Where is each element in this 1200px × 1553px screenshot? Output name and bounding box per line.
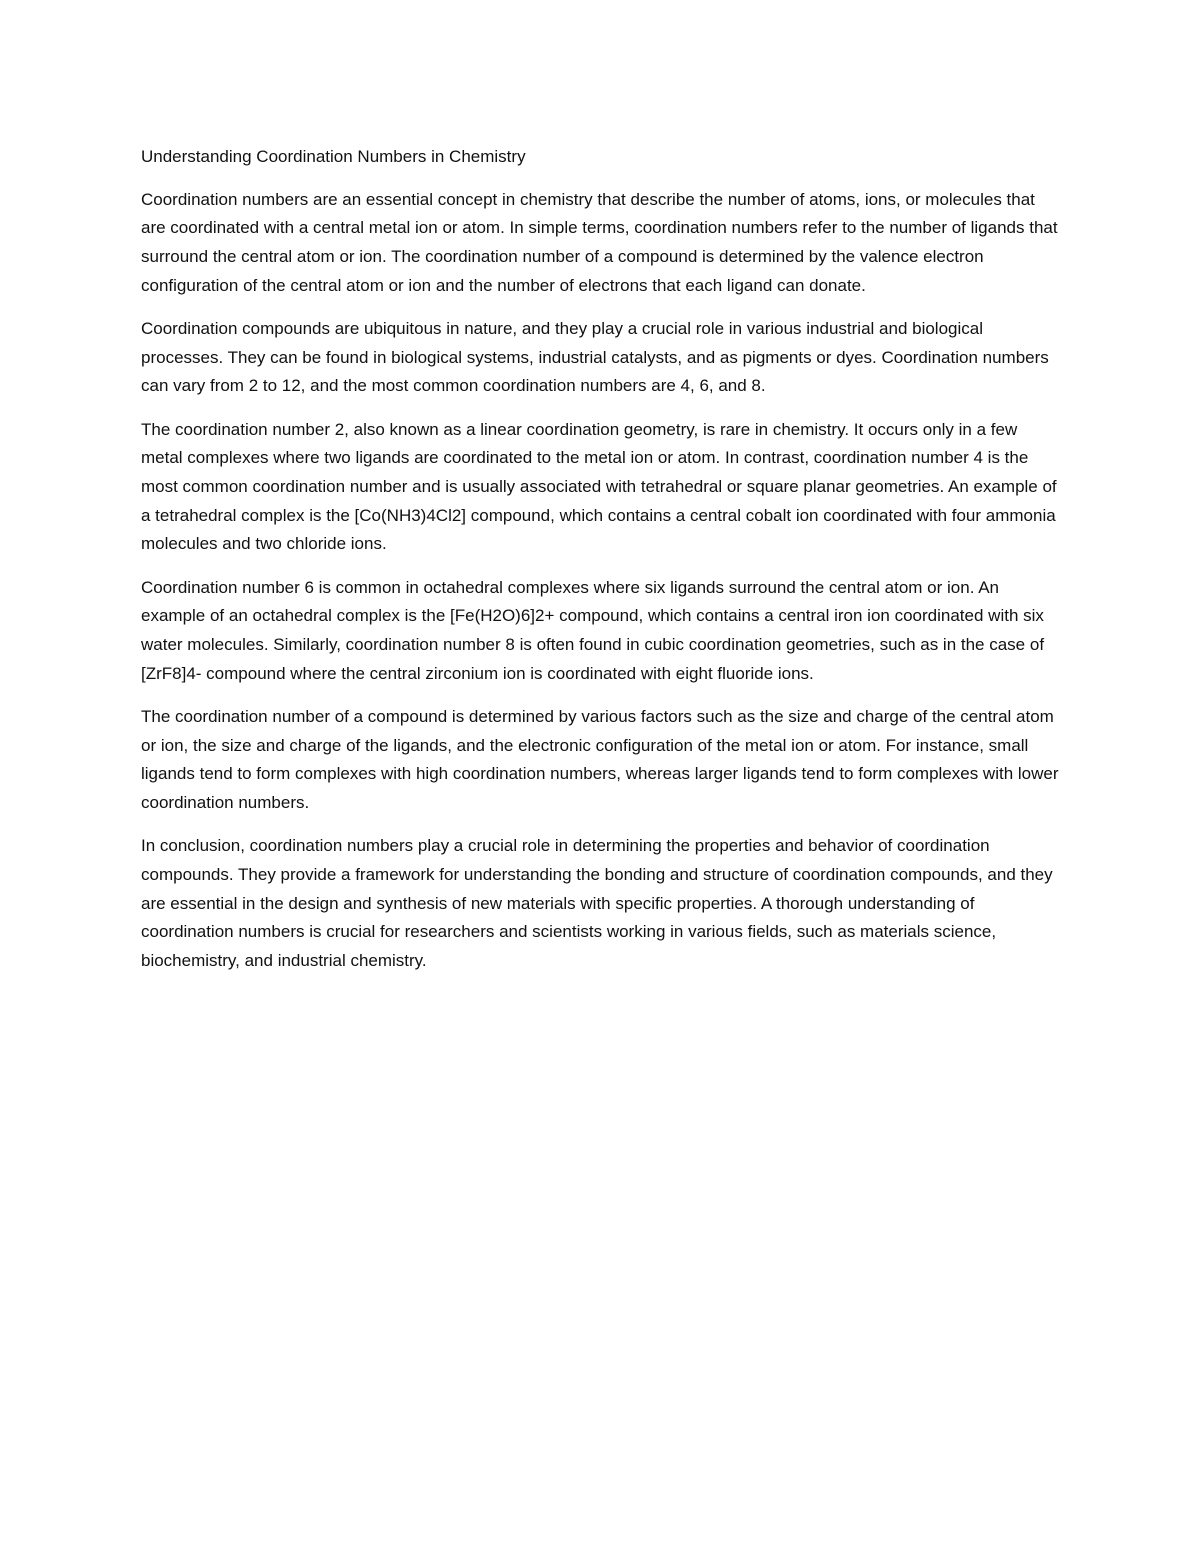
- paragraph: Coordination numbers are an essential concept in chemistry that describe the number of atoms, ions, or molecules that are coordinated with a central metal ion or atom. In simple terms, coordination numbers refer to the number of ligands that surround the central atom or ion. The coordination number of a compound is determined by the valence electron configuration of the central atom or ion and the number of electrons that each ligand can donate.: [141, 189, 1058, 295]
- paragraph: The coordination number of a compound is determined by various factors such as the size and charge of the central atom or ion, the size and charge of the ligands, and the electronic configuration of the metal ion or atom. For instance, small ligands tend to form complexes with high coordination numbers, whereas larger ligands tend to form complexes with lower coordination numbers.: [141, 706, 1059, 813]
- paragraph: Coordination compounds are ubiquitous in nature, and they play a crucial role in various industrial and biological processes. They can be found in biological systems, industrial catalysts, and as pigments or dyes. Coordination numbers can vary from 2 to 12, and the most common coordination numbers are 4, 6, and 8.: [141, 319, 1049, 396]
- paragraph: In conclusion, coordination numbers play a crucial role in determining the properties and behavior of coordination compounds. They provide a framework for understanding the bonding and structure of coordination compounds, and they are essential in the design and synthesis of new materials with specific properties. A thorough understanding of coordination numbers is crucial for researchers and scientists working in various fields, such as materials science, biochemistry, and industrial chemistry.: [141, 836, 1053, 971]
- paragraph: Coordination number 6 is common in octahedral complexes where six ligands surround the central atom or ion. An example of an octahedral complex is the [Fe(H2O)6]2+ compound, which contains a central iron ion coordinated with six water molecules. Similarly, coordination number 8 is often found in cubic coordination geometries, such as in the case of [ZrF8]4- compound where the central zirconium ion is coordinated with eight fluoride ions.: [141, 577, 1045, 683]
- paragraph: The coordination number 2, also known as a linear coordination geometry, is rare in chemistry. It occurs only in a few metal complexes where two ligands are coordinated to the metal ion or atom. In contrast, coordination number 4 is the most common coordination number and is usually associated with tetrahedral or square planar geometries. An example of a tetrahedral complex is the [Co(NH3)4Cl2] compound, which contains a central cobalt ion coordinated with four ammonia molecules and two chloride ions.: [141, 419, 1057, 554]
- document-body: [141, 143, 1061, 990]
- document-title: Understanding Coordination Numbers in Chemistry: [141, 147, 526, 166]
